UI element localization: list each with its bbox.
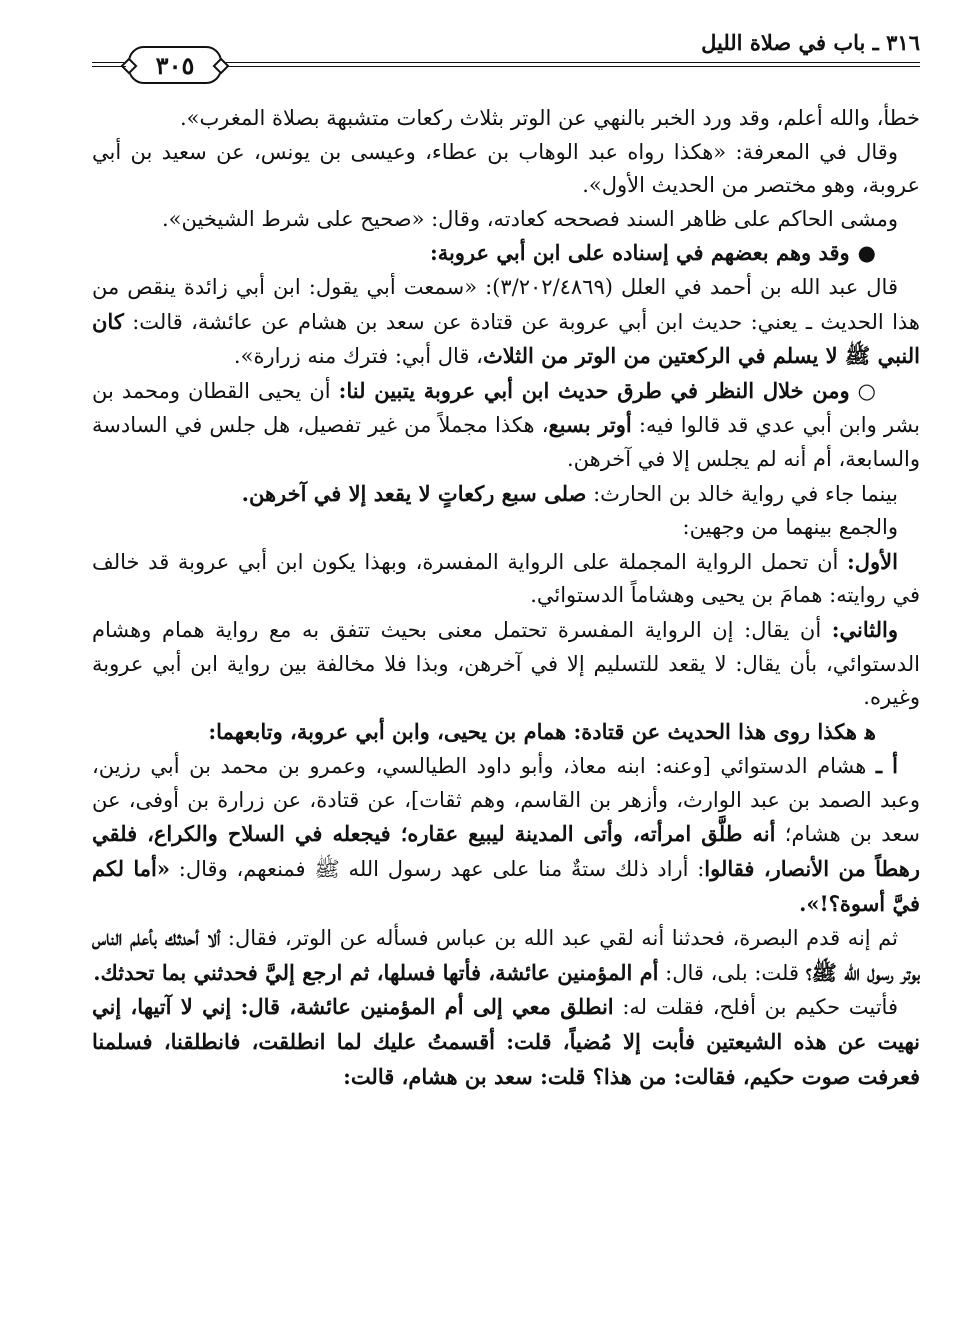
header-rule-left — [92, 62, 126, 67]
section-heading: ●وقد وهم بعضهم في إسناده على ابن أبي عروبة: — [92, 236, 920, 271]
paragraph: ثم إنه قدم البصرة، فحدثنا أنه لقي عبد الله بن عباس فسأله عن الوتر، فقال: ألا أحدثك بأعلم الناس بوتر رسول الله ﷺ؟ قلت: بلى، قال: أم المؤمنين عائشة، فأتها فسلها، ثم ارجع إليَّ فحدثني بما تحدثك. — [92, 925, 920, 985]
running-title: ٣١٦ ـ باب في صلاة الليل — [701, 30, 920, 55]
section-heading: ﻫهكذا روى هذا الحديث عن قتادة: همام بن يحيى، وابن أبي عروبة، وتابعهما: — [92, 715, 920, 750]
paragraph: والجمع بينهما من وجهين: — [682, 515, 898, 540]
paragraph: فأتيت حكيم بن أفلح، فقلت له: انطلق معي إلى أم المؤمنين عائشة، قال: إني لا آتيها، إني نهيت عن هذه الشيعتين فأبت إلا مُضياً، قلت: أقسمتُ عليك لما انطلقت، فانطلقنا، فسلمنا فعرفت صوت حكيم، فقالت: من هذا؟ قلت: سعد بن هشام، قالت: — [92, 994, 920, 1089]
paragraph: الأول: أن تحمل الرواية المجملة على الرواية المفسرة، وبهذا يكون ابن أبي عروبة قد خالف في روايته: همامَ بن يحيى وهشاماً الدستوائي. — [92, 548, 920, 608]
paragraph: وقال في المعرفة: «هكذا رواه عبد الوهاب بن عطاء، وعيسى بن يونس، عن سعيد بن أبي عروبة، وهو مختصر من الحديث الأول». — [92, 139, 920, 198]
header-rule — [220, 62, 920, 67]
page-number: ٣٠٥ — [155, 50, 195, 80]
bullet-mark-icon: ﻫ — [864, 718, 876, 744]
page-body — [92, 102, 920, 1094]
bullet-dot-icon: ● — [857, 240, 876, 266]
page-number-badge — [128, 46, 222, 84]
book-page — [92, 26, 920, 1326]
paragraph: ○ومن خلال النظر في طرق حديث ابن أبي عروبة يتبين لنا: أن يحيى القطان ومحمد بن بشر وابن أبي عدي قد قالوا فيه: أوتر بسبع، هكذا مجملاً من غير تفصيل، هل جلس في السادسة والسابعة، أم أنه لم يجلس إلا في آخرهن. — [92, 374, 920, 477]
page-header — [92, 26, 920, 80]
paragraph: قال عبد الله بن أحمد في العلل (٣/٢٠٢/٤٨٦٩): «سمعت أبي يقول: ابن أبي زائدة ينقص من هذا الحديث ـ يعني: حديث ابن أبي عروبة عن قتادة عن سعد بن هشام عن عائشة، قالت: كان النبي ﷺ لا يسلم في الركعتين من الوتر من الثلاث، قال أبي: فترك منه زرارة». — [92, 274, 920, 369]
paragraph: أ ـ هشام الدستوائي [وعنه: ابنه معاذ، وأبو داود الطيالسي، وعمرو بن محمد بن أبي رزين، وعبد الصمد بن عبد الوارث، وأزهر بن القاسم، وهم ثقات]، عن قتادة، عن زرارة بن أوفى، عن سعد بن هشام؛ أنه طلَّق امرأته، وأتى المدينة ليبيع عقاره؛ فيجعله في السلاح والكراع، فلقي رهطاً من الأنصار، فقالوا: أراد ذلك ستةٌ منا على عهد رسول الله ﷺ فمنعهم، وقال: «أما لكم فيَّ أسوة؟!». — [92, 753, 920, 916]
paragraph: بينما جاء في رواية خالد بن الحارث: صلى سبع ركعاتٍ لا يقعد إلا في آخرهن. — [241, 480, 898, 506]
paragraph: والثاني: أن يقال: إن الرواية المفسرة تحتمل معنى بحيث تتفق به مع رواية همام وهشام الدستوائي، بأن يقال: لا يقعد للتسليم إلا في آخرهن، وبذا فلا مخالفة بين رواية ابن أبي عروبة وغيره. — [92, 616, 920, 710]
bullet-circle-icon: ○ — [857, 378, 876, 403]
paragraph: خطأ، والله أعلم، وقد ورد الخبر بالنهي عن الوتر بثلاث ركعات متشبهة بصلاة المغرب». — [179, 106, 920, 130]
paragraph: ومشى الحاكم على ظاهر السند فصححه كعادته، وقال: «صحيح على شرط الشيخين». — [161, 206, 898, 231]
